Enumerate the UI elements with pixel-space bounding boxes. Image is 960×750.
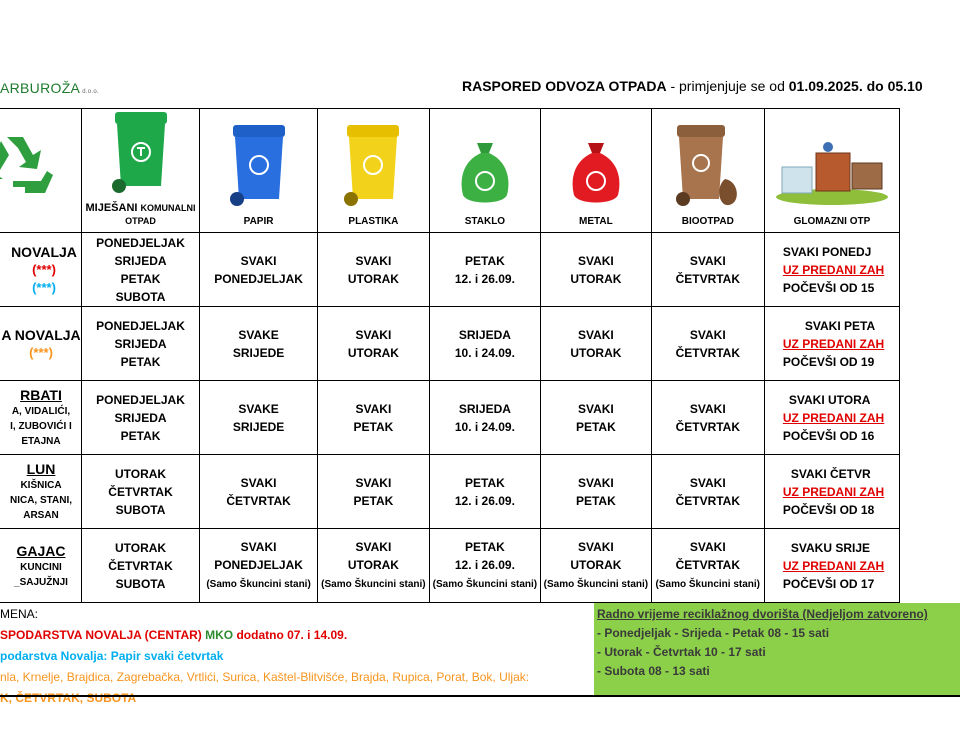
page-title: RASPORED ODVOZA OTPADA - primjenjuje se od 01.09.2025. do 05.10: [462, 78, 923, 94]
note-line-4: K, ČETVRTAK, SUBOTA: [0, 691, 137, 705]
metal-schedule: SVAKI UTORAK: [541, 307, 652, 381]
note-line-1: SPODARSTVA NOVALJA (CENTAR) MKO dodatno 07. i 14.09.: [0, 628, 348, 642]
table-row: [0, 529, 900, 603]
table-row: [0, 233, 900, 307]
brown-bin-icon: [673, 123, 743, 209]
papir-schedule: SVAKE SRIJEDE: [200, 307, 318, 381]
glomazni-schedule: SVAKU SRIJE UZ PREDANI ZAH POČEVŠI OD 17: [764, 529, 899, 603]
location-cell: NOVALJA (***) (***): [0, 233, 82, 307]
metal-schedule: SVAKI PETAK: [541, 381, 652, 455]
komunalni-schedule: PONEDJELJAK SRIJEDA PETAK: [82, 381, 200, 455]
red-bag-icon: [566, 139, 626, 209]
notes-section: [0, 604, 594, 709]
bin-bio-cell: BIOOTPAD: [651, 109, 764, 233]
plastika-schedule: SVAKI UTORAK (Samo Škuncini stani): [318, 529, 430, 603]
note-line-3: nla, Krnelje, Brajdica, Zagrebačka, Vrtlići, Surica, Kaštel-Blitvišće, Brajda, Rupica, Porat, Bok, Uljak:: [0, 670, 530, 684]
recycling-line: - Subota 08 - 13 sati: [597, 664, 710, 678]
recycling-title: Radno vrijeme reciklažnog dvorišta (Nedjeljom zatvoreno): [597, 607, 928, 621]
bio-schedule: SVAKI ČETVRTAK: [651, 233, 764, 307]
recycle-icon: [0, 131, 81, 201]
bio-schedule: SVAKI ČETVRTAK: [651, 381, 764, 455]
komunalni-schedule: UTORAK ČETVRTAK SUBOTA: [82, 455, 200, 529]
bio-schedule: SVAKI ČETVRTAK: [651, 307, 764, 381]
staklo-schedule: SRIJEDA 10. i 24.09.: [429, 307, 540, 381]
plastika-schedule: SVAKI PETAK: [318, 455, 430, 529]
staklo-schedule: SRIJEDA 10. i 24.09.: [429, 381, 540, 455]
plastika-schedule: SVAKI UTORAK: [318, 233, 430, 307]
table-row: [0, 307, 900, 381]
glomazni-schedule: SVAKI UTORA UZ PREDANI ZAH POČEVŠI OD 16: [764, 381, 899, 455]
glomazni-schedule: SVAKI PONEDJ UZ PREDANI ZAH POČEVŠI OD 15: [764, 233, 899, 307]
location-cell: A NOVALJA (***): [0, 307, 82, 381]
papir-schedule: SVAKI PONEDJELJAK: [200, 233, 318, 307]
bio-schedule: SVAKI ČETVRTAK: [651, 455, 764, 529]
metal-schedule: SVAKI UTORAK (Samo Škuncini stani): [541, 529, 652, 603]
location-cell: RBATI A, VIDALIĆI, I, ZUBOVIĆI I ETAJNA: [0, 381, 82, 455]
plastika-schedule: SVAKI UTORAK: [318, 307, 430, 381]
bin-glomazni-cell: GLOMAZNI OTP: [764, 109, 899, 233]
staklo-schedule: PETAK 12. i 26.09. (Samo Škuncini stani): [429, 529, 540, 603]
blue-bin-icon: [227, 123, 291, 209]
plastika-schedule: SVAKI PETAK: [318, 381, 430, 455]
recycle-cell: [0, 109, 82, 233]
bin-staklo-cell: STAKLO: [429, 109, 540, 233]
glomazni-schedule: SVAKI PETA UZ PREDANI ZAH POČEVŠI OD 19: [764, 307, 899, 381]
table-row: [0, 455, 900, 529]
komunalni-schedule: PONEDJELJAK SRIJEDA PETAK SUBOTA: [82, 233, 200, 307]
location-cell: GAJAC KUNCINI _SAJUŽNJI: [0, 529, 82, 603]
bin-metal-cell: METAL: [541, 109, 652, 233]
schedule-table: [0, 108, 900, 603]
company-logo: ARBUROŽA d.o.o.: [0, 80, 99, 96]
divider: [0, 695, 960, 697]
papir-schedule: SVAKI ČETVRTAK: [200, 455, 318, 529]
bio-schedule: SVAKI ČETVRTAK (Samo Škuncini stani): [651, 529, 764, 603]
komunalni-schedule: PONEDJELJAK SRIJEDA PETAK: [82, 307, 200, 381]
table-row: [0, 381, 900, 455]
komunalni-schedule: UTORAK ČETVRTAK SUBOTA: [82, 529, 200, 603]
recycling-yard-hours: [594, 603, 960, 695]
staklo-schedule: PETAK 12. i 26.09.: [429, 455, 540, 529]
papir-schedule: SVAKE SRIJEDE: [200, 381, 318, 455]
glomazni-schedule: SVAKI ČETVR UZ PREDANI ZAH POČEVŠI OD 18: [764, 455, 899, 529]
bin-plastika-cell: PLASTIKA: [318, 109, 430, 233]
header-row: [0, 109, 900, 233]
notes-heading: MENA:: [0, 607, 39, 621]
note-line-2: podarstva Novalja: Papir svaki četvrtak: [0, 649, 224, 663]
metal-schedule: SVAKI PETAK: [541, 455, 652, 529]
green-bin-icon: [109, 110, 173, 196]
bin-papir-cell: PAPIR: [200, 109, 318, 233]
staklo-schedule: PETAK 12. i 26.09.: [429, 233, 540, 307]
location-cell: LUN KIŠNICA NICA, STANI, ARSAN: [0, 455, 82, 529]
green-bag-icon: [455, 139, 515, 209]
recycling-line: - Ponedjeljak - Srijeda - Petak 08 - 15 sati: [597, 626, 830, 640]
yellow-bin-icon: [341, 123, 405, 209]
metal-schedule: SVAKI UTORAK: [541, 233, 652, 307]
papir-schedule: SVAKI PONEDJELJAK (Samo Škuncini stani): [200, 529, 318, 603]
bulky-waste-icon: [772, 139, 892, 209]
bin-komunalni-cell: MIJEŠANI KOMUNALNI OTPAD: [82, 109, 200, 233]
recycling-line: - Utorak - Četvrtak 10 - 17 sati: [597, 645, 766, 659]
